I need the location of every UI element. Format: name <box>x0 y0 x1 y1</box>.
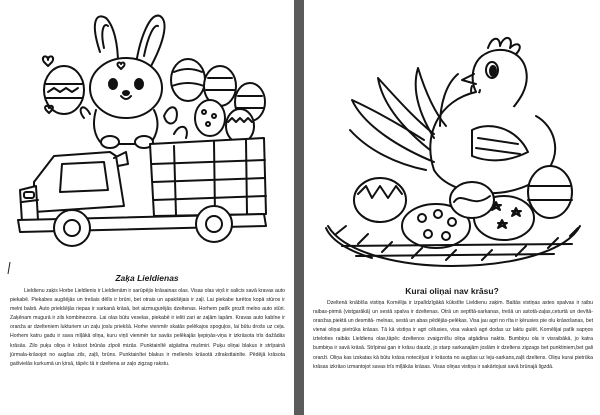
left-page-title: Zaķa Lieldienas <box>115 273 179 283</box>
page-gutter <box>294 0 304 415</box>
right-page-body: Dzeltenā knābīša vistiņa Kornēlija ir izpalīdzīgākā kūkstīte Lieldienu zaķim. Baltās vistiņas astes spalvas ir raibu raibas-pirmā (vistgarākā) un sestā spalva ir dzeltenas. Otrā un septītā-sarkanas, trešā un astotā-zaļas,ceturtā un devītā-oranžas,piektā un desmitā- melnas, sestā un abas pēdējās-pelēkas. Visa jau agri no rīta ir ķērusies pie olu krāsošanas, bet vienai oliņai pietrūka krāsas. Tā kā vistiņa ir agri cēlusies, visa vakarā agri dodas uz laktu gulēt. Kornēlijai patīk sapņos izteloties raibās Lieldienu olas,tāpēc dzeltenos zvaigznīšu oliņa atgādina naktis. Bumbiņu ola ir visraibākā, jo katra bumbiņa ir savā krāsā. Strīpinai gan ir krāsu daudz, jo starp sarkanajām joslām ir dzeltens zigzags bet punktiniem,bet gali oranži. Oliņa kas izskatas kā būtu krāsa notecējusi ir krāsota no augšas uz leju-sarkans,zaļš dzeltens. Oliņu kurai pietrūka krāsas izkrāso izmantojot savas trīs mīļākās krāsas. Visas oliņas vistiņa ir sakārtojusi savā brūnajā ligzdā. <box>313 300 593 370</box>
left-page <box>0 0 294 415</box>
right-page <box>304 0 600 415</box>
bunny-truck-illustration <box>14 6 276 262</box>
left-page-body: Lieldienu zaķis Horbe Lieldienis ir Lieldienām ir sarūpējis krāsainas olas. Visas olas viņš ir salicis savā kravas auto piekabē. Piekabes augšējās un trešais dēlīs ir brūni, bet otrais un apakšējais ir zaļi. Lai piekabe turētos kopā stūros ir melni balsti. Auto priekšējās riepas ir sarkanā krāsā, bet aizmugurējās dzeltenas. Horhem patīk grozīt melno auto stūri. Zaķēnam mugurā ir zils kombinezons. Lai olas būtu veselas, piekabē ir ieliti zari ar zaļām lapām. Kravas auto kabīne ir oranža ar dzelteniem lukturiem un zaļu joslu priekšā. Horhe vienmēr skatās pelēkajos spoguļos, lai būtu drošs uz ceļa. Horhem katru gadu ir sava mīļākā oliņa, kuru viņš vienmēr tur savās pelēkajās ķepiņās-viņa ir izkrāsota trīs dažādās krāsās. Zilo puķu oliņa ir krāsot brūnās zīpoli mizās. Punktainītē atgādina mušmiri. Puķu oliņai blakus ir strīpainā jūrmala-krāsojot no augšas zils, zaļš, brūns. Punktainītei blakus ir mellenēs krāsotā zilraksttainīte. Pēdējā krāsota gaišvielās kurkumā un ķirsā, tāpēc tā ir dzeltena ar zaļo zigzag rakstu. <box>10 288 285 367</box>
hen-nest-illustration <box>322 30 584 274</box>
right-page-title: Kurai oliņai nav krāsu? <box>405 286 499 296</box>
